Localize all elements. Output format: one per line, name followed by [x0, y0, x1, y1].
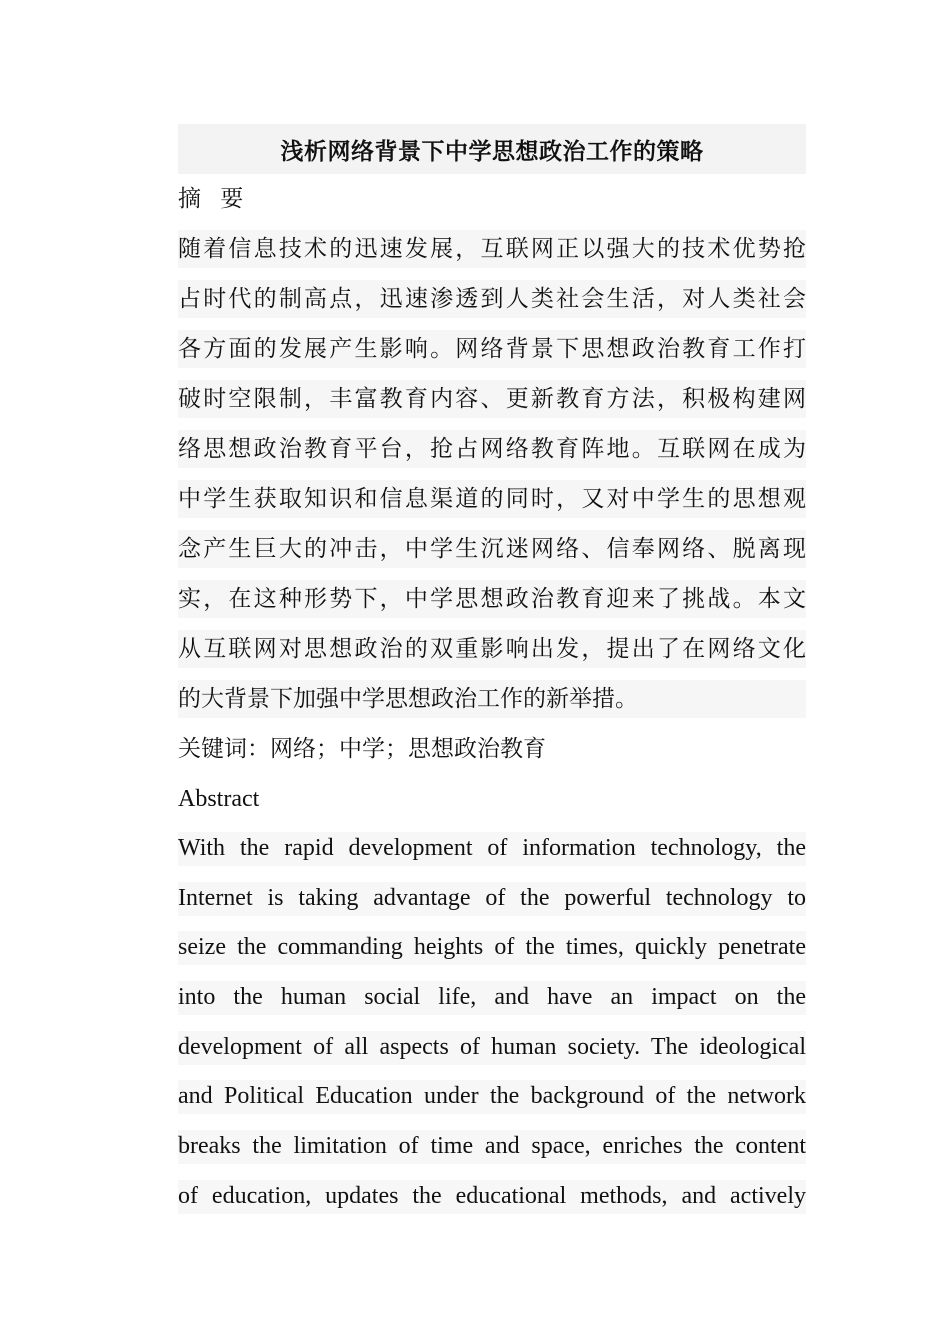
- keywords-zh: 关键词：网络；中学；思想政治教育: [178, 736, 546, 762]
- abstract-zh-line: 占时代的制高点，迅速渗透到人类社会生活，对人类社会: [178, 274, 806, 324]
- abstract-zh-line: 从互联网对思想政治的双重影响出发，提出了在网络文化: [178, 624, 806, 674]
- title-block: [178, 124, 806, 174]
- abstract-zh-line: 随着信息技术的迅速发展，互联网正以强大的技术优势抢: [178, 224, 806, 274]
- abstract-en-line: of education, updates the educational methods, and actively: [178, 1172, 806, 1222]
- abstract-en-line: into the human social life, and have an impact on the: [178, 973, 806, 1023]
- abstract-en-heading: Abstract: [178, 786, 260, 812]
- abstract-zh-heading: 摘 要: [178, 186, 250, 212]
- abstract-zh-line: 各方面的发展产生影响。网络背景下思想政治教育工作打: [178, 324, 806, 374]
- abstract-zh-line: 络思想政治教育平台，抢占网络教育阵地。互联网在成为: [178, 424, 806, 474]
- abstract-zh-line-last: [178, 674, 806, 724]
- abstract-zh-line: 破时空限制，丰富教育内容、更新教育方法，积极构建网: [178, 374, 806, 424]
- abstract-zh-line-text: 的大背景下加强中学思想政治工作的新举措。: [178, 686, 648, 712]
- abstract-en-line: Internet is taking advantage of the powerful technology to: [178, 874, 806, 924]
- abstract-zh-line: 中学生获取知识和信息渠道的同时，又对中学生的思想观: [178, 474, 806, 524]
- document-page: [178, 124, 806, 1222]
- abstract-en-line: development of all aspects of human society. The ideological: [178, 1023, 806, 1073]
- document-title: 浅析网络背景下中学思想政治工作的策略: [280, 138, 704, 165]
- abstract-zh-line: 念产生巨大的冲击，中学生沉迷网络、信奉网络、脱离现: [178, 524, 806, 574]
- abstract-en-line: seize the commanding heights of the times, quickly penetrate: [178, 923, 806, 973]
- abstract-zh-line: 实，在这种形势下，中学思想政治教育迎来了挑战。本文: [178, 574, 806, 624]
- abstract-zh-paragraph: [178, 224, 806, 724]
- abstract-en-line: and Political Education under the background of the network: [178, 1072, 806, 1122]
- abstract-en-line: With the rapid development of information technology, the: [178, 824, 806, 874]
- abstract-en-paragraph: [178, 824, 806, 1222]
- abstract-en-line: breaks the limitation of time and space, enriches the content: [178, 1122, 806, 1172]
